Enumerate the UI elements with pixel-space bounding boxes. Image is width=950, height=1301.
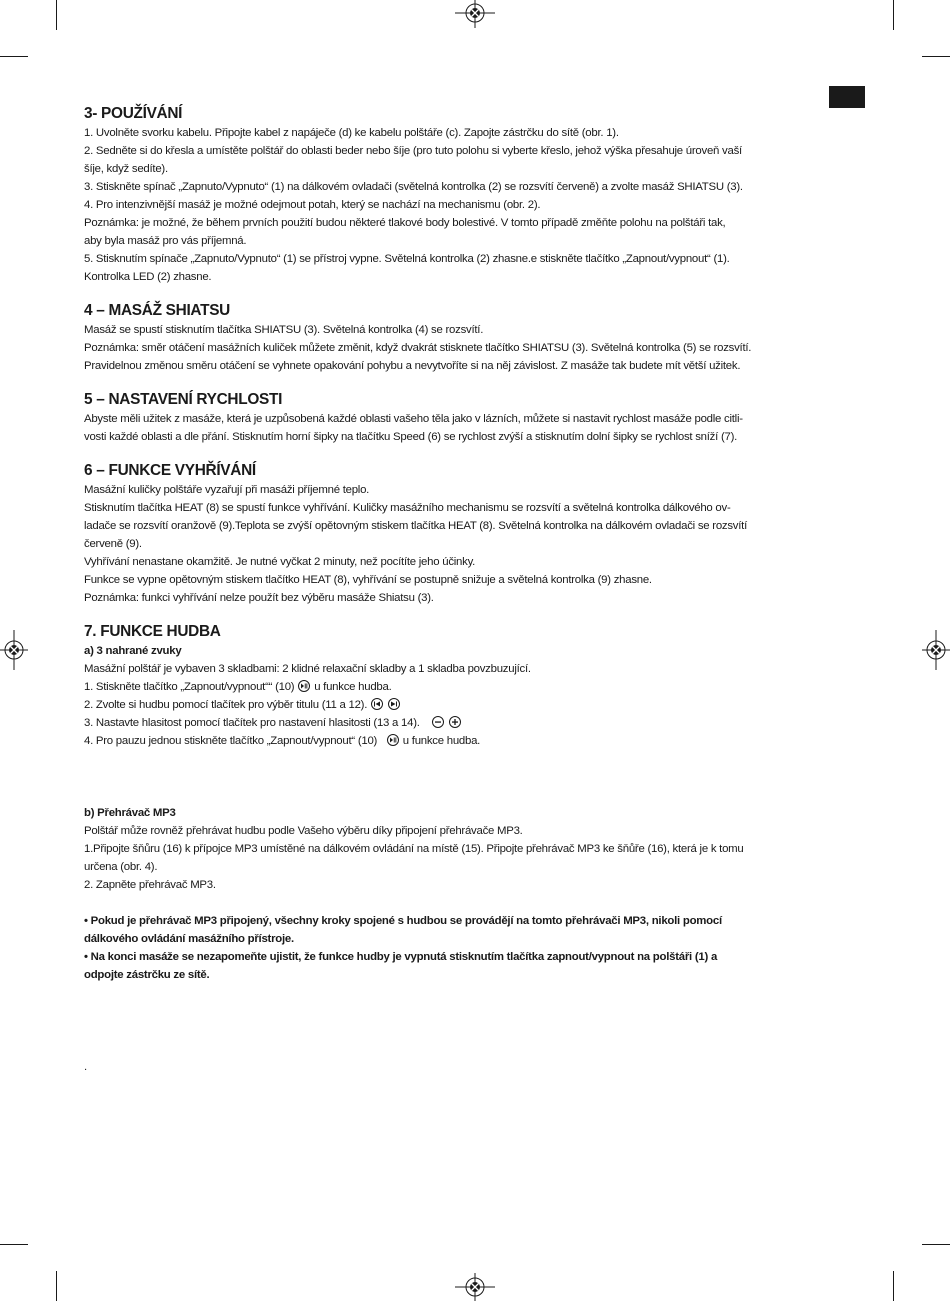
crop-mark (0, 56, 28, 57)
text-fragment: 2. Zvolte si hudbu pomocí tlačítek pro výběr titulu (11 a 12). (84, 699, 368, 711)
text-line: červeně (9). (84, 538, 142, 550)
crop-mark (0, 1244, 28, 1245)
text-line: 2. Zapněte přehrávač MP3. (84, 879, 216, 891)
text-fragment: 3. Nastavte hlasitost pomocí tlačítek pro nastavení hlasitosti (13 a 14). (84, 717, 420, 729)
text-line: 1. Uvolněte svorku kabelu. Připojte kabel z napáječe (d) ke kabelu polštáře (c). Zapojte zástrčku do sítě (obr. 1). (84, 127, 619, 139)
next-track-icon (388, 698, 400, 710)
registration-mark-icon (922, 630, 950, 670)
text-line: Masáž se spustí stisknutím tlačítka SHIATSU (3). Světelná kontrolka (4) se rozsvítí. (84, 324, 484, 336)
text-line: Abyste měli užitek z masáže, která je uzpůsobená každé oblasti vašeho těla jako v lázních, můžete si nastavit rychlost masáže podle citli- (84, 413, 743, 425)
text-line: určena (obr. 4). (84, 861, 158, 873)
text-line (84, 714, 860, 732)
subsection-heading: b) Přehrávač MP3 (84, 807, 176, 819)
section-body (84, 124, 860, 286)
text-line (84, 696, 860, 714)
text-line: 1.Připojte šňůru (16) k přípojce MP3 umístěné na dálkovém ovládání na místě (15). Připojte přehrávač MP3 ke šňůře (16), která je k tomu (84, 843, 744, 855)
volume-down-icon (432, 716, 444, 728)
text-line: Pravidelnou změnou směru otáčení se vyhnete opakování pohybu a nevytvoříte si na něj závislost. Z masáže tak budete mít větší užitek. (84, 360, 741, 372)
crop-mark (893, 1271, 894, 1301)
play-pause-icon (387, 734, 399, 746)
text-line: ladače se rozsvítí oranžově (9).Teplota se zvýší opětovným stiskem tlačítka HEAT (8). Světelná kontrolka na dálkovém ovladači se rozsvítí (84, 520, 747, 532)
note-line: dálkového ovládání masážního přístroje. (84, 933, 294, 945)
registration-mark-icon (0, 630, 28, 670)
text-line (84, 678, 860, 696)
text-line: aby byla masáž pro vás příjemná. (84, 235, 247, 247)
registration-mark-icon (455, 1273, 495, 1301)
text-line: Vyhřívání nenastane okamžitě. Je nutné vyčkat 2 minuty, než pocítíte jeho účinky. (84, 556, 476, 568)
section-heading: 3- POUŽÍVÁNÍ (84, 105, 183, 122)
text-line: Poznámka: směr otáčení masážních kuliček můžete změnit, když dvakrát stisknete tlačítko SHIATSU (3). Světelná kontrolka (5) se rozsvítí. (84, 342, 752, 354)
crop-mark (56, 1271, 57, 1301)
volume-up-icon (449, 716, 461, 728)
trailing-dot: . (84, 1061, 87, 1073)
text-line: Kontrolka LED (2) zhasne. (84, 271, 212, 283)
text-fragment: u funkce hudba. (314, 681, 392, 693)
text-line (84, 732, 860, 750)
text-line: Masážní polštář je vybaven 3 skladbami: 2 klidné relaxační skladby a 1 skladba povzbuzující. (84, 663, 531, 675)
text-line: Masážní kuličky polštáře vyzařují při masáži příjemné teplo. (84, 484, 370, 496)
play-pause-icon (298, 680, 310, 692)
text-fragment: u funkce hudba. (402, 735, 481, 747)
text-line: Stisknutím tlačítka HEAT (8) se spustí funkce vyhřívání. Kuličky masážního mechanismu se rozsvítí a světelná kontrolka dálkového ov- (84, 502, 731, 514)
section-body (84, 410, 860, 446)
section-heading: 7. FUNKCE HUDBA (84, 623, 221, 640)
section-heading: 5 – NASTAVENÍ RYCHLOSTI (84, 391, 283, 408)
section-body (84, 321, 860, 375)
text-line: 2. Sedněte si do křesla a umístěte polštář do oblasti beder nebo šíje (pro tuto polohu si vyberte křeslo, jehož výška přesahuje úroveň vaší (84, 145, 742, 157)
note-line: • Na konci masáže se nezapomeňte ujistit, že funkce hudby je vypnutá stisknutím tlačítka zapnout/vypnout na polštáři (1) a (84, 951, 718, 963)
crop-mark (922, 1244, 950, 1245)
important-notes (84, 912, 860, 984)
text-line: Poznámka: je možné, že během prvních použití budou některé tlakové body bolestivé. V tomto případě změňte polohu na polštáři tak, (84, 217, 726, 229)
text-line: 4. Pro intenzivnější masáž je možné odejmout potah, který se nachází na mechanismu (obr. 2). (84, 199, 541, 211)
text-line: Poznámka: funkci vyhřívání nelze použít bez výběru masáže Shiatsu (3). (84, 592, 434, 604)
section-body (84, 481, 860, 607)
section-heading: 4 – MASÁŽ SHIATSU (84, 302, 230, 319)
crop-mark (893, 0, 894, 30)
text-line: 3. Stiskněte spínač „Zapnuto/Vypnuto“ (1) na dálkovém ovladači (světelná kontrolka (2) se rozsvítí červeně) a zvolte masáž SHIATSU (3). (84, 181, 743, 193)
crop-mark (922, 56, 950, 57)
crop-mark (56, 0, 57, 30)
document-body (84, 104, 860, 1076)
text-fragment: 1. Stiskněte tlačítko „Zapnout/vypnout““ (10) (84, 681, 295, 693)
subsection-heading: a) 3 nahrané zvuky (84, 645, 182, 657)
text-fragment: 4. Pro pauzu jednou stiskněte tlačítko „Zapnout/vypnout“ (10) (84, 735, 378, 747)
previous-track-icon (371, 698, 383, 710)
note-line: • Pokud je přehrávač MP3 připojený, všechny kroky spojené s hudbou se provádějí na tomto přehrávači MP3, nikoli pomocí (84, 915, 722, 927)
text-line: Funkce se vypne opětovným stiskem tlačítko HEAT (8), vyhřívání se postupně snižuje a světelná kontrolka (9) zhasne. (84, 574, 652, 586)
text-line: 5. Stisknutím spínače „Zapnuto/Vypnuto“ (1) se přístroj vypne. Světelná kontrolka (2) zhasne.e stiskněte tlačítko „Zapnout/vypnout“ (1). (84, 253, 730, 265)
text-line: Polštář může rovněž přehrávat hudbu podle Vašeho výběru díky připojení přehrávače MP3. (84, 825, 523, 837)
registration-mark-icon (455, 0, 495, 28)
note-line: odpojte zástrčku ze sítě. (84, 969, 210, 981)
text-line: vosti každé oblasti a dle přání. Stisknutím horní šipky na tlačítku Speed (6) se rychlost zvýší a stisknutím dolní šipky se rychlost sníží (7). (84, 431, 738, 443)
section-heading: 6 – FUNKCE VYHŘÍVÁNÍ (84, 462, 256, 479)
text-line: šíje, když sedíte). (84, 163, 168, 175)
